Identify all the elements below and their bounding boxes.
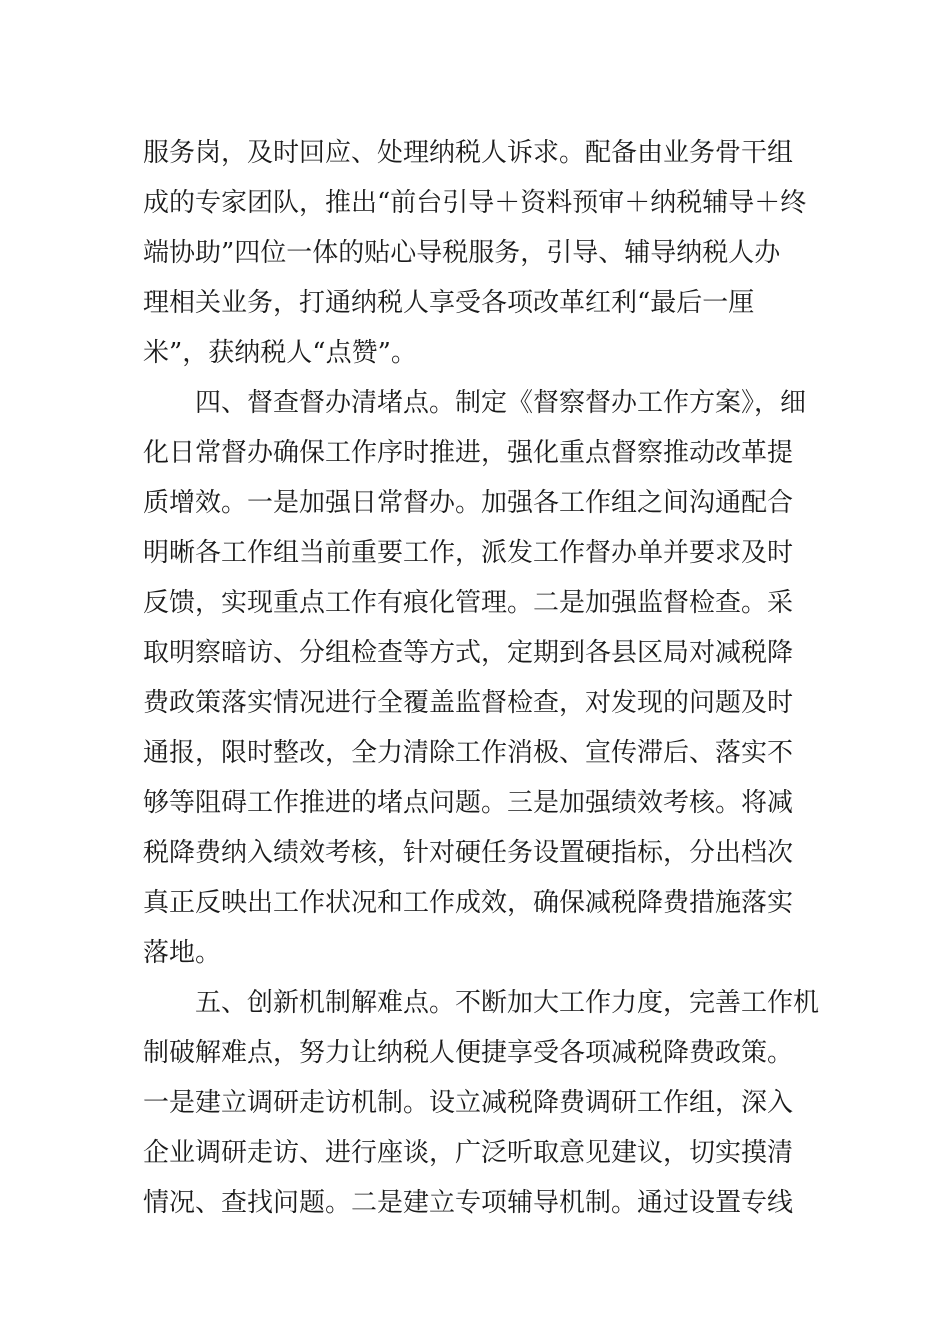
- text-line: 税降费纳入绩效考核，针对硬任务设置硬指标，分出档次: [143, 838, 794, 868]
- paragraph-four-start: 四、督查督办清堵点。制定《督察督办工作方案》，细: [143, 388, 807, 418]
- text-line: 端协助”四位一体的贴心导税服务，引导、辅导纳税人办: [143, 238, 781, 268]
- text-line: 落地。: [143, 938, 222, 968]
- text-line: 反馈，实现重点工作有痕化管理。二是加强监督检查。采: [143, 588, 794, 618]
- text-line: 一是建立调研走访机制。设立减税降费调研工作组，深入: [143, 1088, 794, 1118]
- text-line: 米”，获纳税人“点赞”。: [143, 338, 417, 368]
- text-line: 企业调研走访、进行座谈，广泛听取意见建议，切实摸清: [143, 1138, 794, 1168]
- text-line: 理相关业务，打通纳税人享受各项改革红利“最后一厘: [143, 288, 755, 318]
- document-body: [143, 128, 823, 1228]
- text-line: 够等阻碍工作推进的堵点问题。三是加强绩效考核。将减: [143, 788, 794, 818]
- paragraph-five-start: 五、创新机制解难点。不断加大工作力度，完善工作机: [143, 988, 820, 1018]
- text-line: 化日常督办确保工作序时推进，强化重点督察推动改革提: [143, 438, 794, 468]
- text-line: 真正反映出工作状况和工作成效，确保减税降费措施落实: [143, 888, 794, 918]
- text-line: 服务岗，及时回应、处理纳税人诉求。配备由业务骨干组: [143, 138, 794, 168]
- text-line: 成的专家团队，推出“前台引导＋资料预审＋纳税辅导＋终: [143, 188, 807, 218]
- text-line: 制破解难点，努力让纳税人便捷享受各项减税降费政策。: [143, 1038, 794, 1068]
- text-line: 质增效。一是加强日常督办。加强各工作组之间沟通配合: [143, 488, 794, 518]
- text-line: 通报，限时整改，全力清除工作消极、宣传滞后、落实不: [143, 738, 794, 768]
- text-line: 取明察暗访、分组检查等方式，定期到各县区局对减税降: [143, 638, 794, 668]
- text-line: 情况、查找问题。二是建立专项辅导机制。通过设置专线: [143, 1188, 794, 1218]
- text-line: 费政策落实情况进行全覆盖监督检查，对发现的问题及时: [143, 688, 794, 718]
- text-line: 明晰各工作组当前重要工作，派发工作督办单并要求及时: [143, 538, 794, 568]
